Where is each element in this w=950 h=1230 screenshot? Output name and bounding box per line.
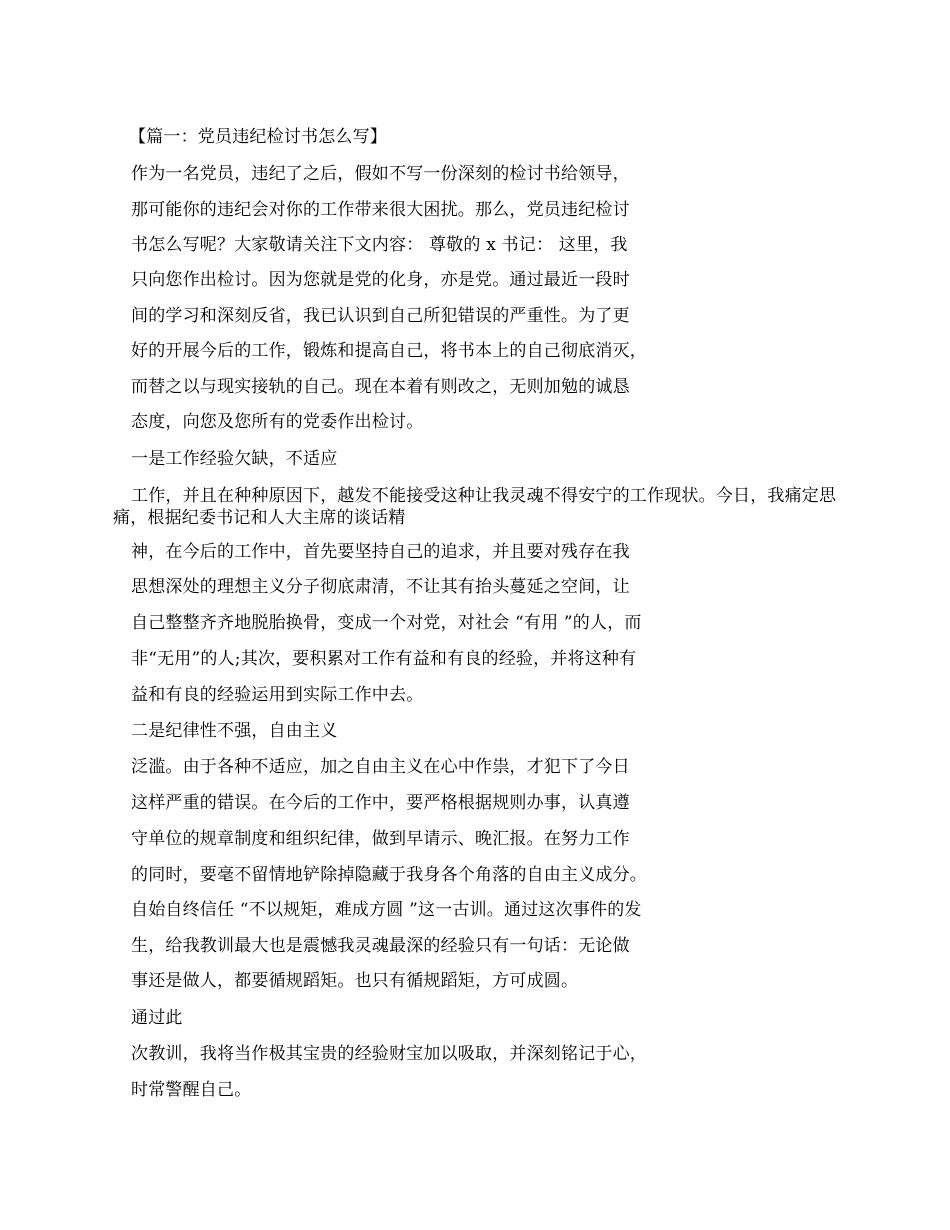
- paragraph-line: 益和有良的经验运用到实际工作中去。: [131, 685, 424, 705]
- section-heading: 二是纪律性不强，自由主义: [131, 721, 338, 741]
- paragraph-line: 通过此: [131, 1008, 183, 1028]
- paragraph-line: 作为一名党员，违纪了之后，假如不写一份深刻的检讨书给领导，: [131, 164, 630, 184]
- paragraph-line: 生，给我教训最大也是震憾我灵魂最深的经验只有一句话：无论做: [131, 936, 630, 956]
- paragraph-line: 泛滥。由于各种不适应，加之自由主义在心中作祟，才犯下了今日: [131, 757, 630, 777]
- paragraph-line: 非“无用”的人;其次，要积累对工作有益和有良的经验，并将这种有: [131, 649, 637, 669]
- paragraph-line: 书怎么写呢？大家敬请关注下文内容： 尊敬的 x 书记： 这里，我: [131, 235, 628, 255]
- paragraph-line: 工作，并且在种种原因下，越发不能接受这种让我灵魂不得安宁的工作现状。今日，我痛定思痛，根据纪委书记和人大主席的谈话精: [113, 486, 837, 528]
- paragraph-line: 守单位的规章制度和组织纪律，做到早请示、晚汇报。在努力工作: [131, 829, 630, 849]
- paragraph-line: 自己整整齐齐地脱胎换骨，变成一个对党，对社会 “有用 ”的人，而: [131, 613, 642, 633]
- paragraph-line: 自始自终信任 “不以规矩，难成方圆 ”这一古训。通过这次事件的发: [131, 900, 642, 920]
- paragraph-line: 的同时，要毫不留情地铲除掉隐藏于我身各个角落的自由主义成分。: [131, 865, 647, 885]
- paragraph-line: 时常警醒自己。: [131, 1080, 252, 1100]
- paragraph-line: 神，在今后的工作中，首先要坚持自己的追求，并且要对残存在我: [131, 542, 630, 562]
- paragraph-line: 次教训，我将当作极其宝贵的经验财宝加以吸取，并深刻铭记于心，: [131, 1044, 647, 1064]
- paragraph-line: 而替之以与现实接轨的自己。现在本着有则改之，无则加勉的诚恳: [131, 377, 630, 397]
- paragraph-line: 态度，向您及您所有的党委作出检讨。: [131, 412, 424, 432]
- paragraph-line: 这样严重的错误。在今后的工作中，要严格根据规则办事，认真遵: [131, 793, 630, 813]
- paragraph-line: 事还是做人，都要循规蹈矩。也只有循规蹈矩，方可成圆。: [131, 971, 579, 991]
- paragraph-line: 思想深处的理想主义分子彻底肃清，不让其有抬头蔓延之空间，让: [131, 577, 630, 597]
- document-title: 【篇一：党员违纪检讨书怎么写】: [129, 127, 387, 147]
- paragraph-line: 好的开展今后的工作，锻炼和提高自己，将书本上的自己彻底消灭，: [131, 341, 647, 361]
- paragraph-line: 只向您作出检讨。因为您就是党的化身，亦是党。通过最近一段时: [131, 270, 630, 290]
- section-heading: 一是工作经验欠缺，不适应: [131, 449, 338, 469]
- paragraph-line: 那可能你的违纪会对你的工作带来很大困扰。那么，党员违纪检讨: [131, 200, 630, 220]
- paragraph-line: 间的学习和深刻反省，我已认识到自己所犯错误的严重性。为了更: [131, 306, 630, 326]
